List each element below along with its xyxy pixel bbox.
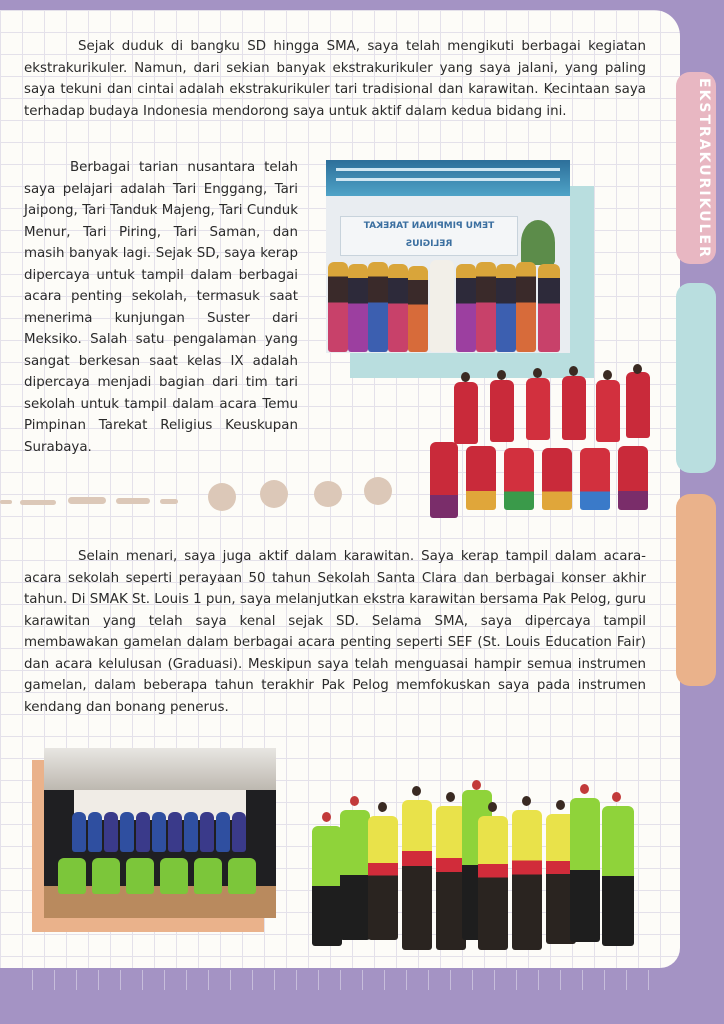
gamelan-player	[194, 858, 222, 894]
male-player	[602, 806, 634, 946]
gamelan-stage-photo	[44, 748, 276, 918]
dancer	[626, 372, 650, 438]
decor-dot	[364, 477, 392, 505]
ruler-tick	[252, 970, 253, 990]
ruler-tick	[406, 970, 407, 990]
female-player	[402, 800, 432, 950]
ruler-tick	[54, 970, 55, 990]
gamelan-player	[92, 858, 120, 894]
dancer	[542, 448, 572, 510]
dancer-head	[569, 366, 578, 376]
dancer	[454, 382, 478, 444]
ruler-tick	[230, 970, 231, 990]
performer	[216, 812, 230, 852]
dancer-head	[533, 368, 542, 378]
dancer	[476, 262, 496, 352]
dancer	[496, 264, 516, 352]
ruler-tick	[604, 970, 605, 990]
dancer-head	[461, 372, 470, 382]
decor-dash	[116, 498, 150, 504]
player-head	[350, 796, 359, 806]
dancer	[368, 262, 388, 352]
dancer	[430, 442, 458, 518]
player-head	[556, 800, 565, 810]
side-label: EKSTRAKURIKULER	[696, 77, 712, 259]
paragraph-karawitan: Selain menari, saya juga aktif dalam karawitan. Saya kerap tampil dalam acara-acara sekolah seperti perayaan 50 tahun Sekolah Santa Clara dan berbagai konser akhir tahun. Di SMAK St. Louis 1 pun, saya melanjutkan ekstra karawitan bersama Pak Pelog, guru karawitan yang telah saya kenal sejak SD. Selama SMA, saya dipercaya tampil membawakan gamelan dalam berbagai acara penting seperti SEF (St. Louis Education Fair) dan acara kelulusan (Graduasi). Meskipun saya telah menguasai hampir semua instrumen gamelan, dalam beberapa tahun terakhir Pak Pelog memfokuskan saya pada instrumen kendang dan bonang penerus.	[24, 549, 646, 715]
ruler-tick	[384, 970, 385, 990]
gamelan-player	[126, 858, 154, 894]
ruler-tick	[208, 970, 209, 990]
decor-dot	[260, 480, 288, 508]
red-dancers-photo	[430, 364, 652, 518]
decor-dot	[208, 483, 236, 511]
dancer	[526, 378, 550, 440]
performer	[104, 812, 118, 852]
ruler-tick	[186, 970, 187, 990]
ruler-tick	[538, 970, 539, 990]
ruler-tick	[450, 970, 451, 990]
ruler-tick	[120, 970, 121, 990]
dancer	[538, 264, 560, 352]
dancer-head	[603, 370, 612, 380]
player-head	[488, 802, 497, 812]
performer	[232, 812, 246, 852]
female-player	[368, 816, 398, 940]
dancer	[504, 448, 534, 510]
player-head	[522, 796, 531, 806]
gamelan-player	[58, 858, 86, 894]
dancer	[348, 264, 368, 352]
ruler-tick	[428, 970, 429, 990]
decor-dot	[314, 481, 342, 507]
tab-blue[interactable]	[676, 283, 716, 473]
light-strip	[336, 178, 560, 181]
male-player	[340, 810, 370, 940]
ruler-tick	[626, 970, 627, 990]
player-head	[412, 786, 421, 796]
decor-dash	[20, 500, 56, 505]
performer	[72, 812, 86, 852]
dancer	[408, 266, 428, 352]
performer	[200, 812, 214, 852]
guest-in-white	[430, 260, 454, 352]
ruler-tick	[516, 970, 517, 990]
player-head	[322, 812, 331, 822]
ruler-tick	[472, 970, 473, 990]
dancer	[490, 380, 514, 442]
player-head	[612, 792, 621, 802]
male-player	[570, 798, 600, 942]
ruler-tick	[494, 970, 495, 990]
player-head	[580, 784, 589, 794]
decor-dash	[160, 499, 178, 504]
dancer	[580, 448, 610, 510]
ruler-tick	[560, 970, 561, 990]
dancer	[516, 262, 536, 352]
karawitan-group-photo	[312, 780, 638, 956]
performer	[184, 812, 198, 852]
player-head	[472, 780, 481, 790]
tab-orange[interactable]	[676, 494, 716, 686]
female-player	[512, 810, 542, 950]
female-player	[478, 816, 508, 950]
event-banner: TEMU PIMPINAN TAREKAT RELIGIUS	[340, 216, 518, 256]
paragraph-intro: Sejak duduk di bangku SD hingga SMA, saya telah mengikuti berbagai kegiatan ekstrakurikuler. Namun, dari sekian banyak ekstrakurikuler yang saya jalani, yang paling saya tekuni dan cintai adalah ekstrakurikuler tari tradisional dan karawitan. Kecintaan saya terhadap budaya Indonesia mendorong saya untuk aktif dalam kedua bidang ini.	[24, 39, 646, 119]
performer	[88, 812, 102, 852]
player-head	[446, 792, 455, 802]
dancer	[562, 376, 586, 440]
light-strip	[336, 168, 560, 171]
dancer	[328, 262, 348, 352]
ruler-tick	[318, 970, 319, 990]
ruler-tick	[296, 970, 297, 990]
gamelan-player	[228, 858, 256, 894]
gamelan-player	[160, 858, 188, 894]
dancer	[466, 446, 496, 510]
dance-group-photo	[326, 160, 570, 353]
ruler-tick	[362, 970, 363, 990]
ruler-tick	[142, 970, 143, 990]
dancer	[596, 380, 620, 442]
paragraph-dance: Berbagai tarian nusantara telah saya pelajari adalah Tari Enggang, Tari Jaipong, Tari Tanduk Majeng, Tari Cunduk Menur, Tari Piring, Tari Saman, dan masih banyak lagi. Sejak SD, saya kerap dipercaya untuk tampil dalam berbagai acara penting sekolah, termasuk saat menerima kunjungan Suster dari Meksiko. Salah satu pengalaman yang sangat berkesan saat kelas IX adalah dipercaya menjadi bagian dari tim tari sekolah untuk tampil dalam acara Temu Pimpinan Tarekat Religius Keuskupan Surabaya.	[24, 160, 298, 455]
decor-dash	[68, 497, 106, 504]
performer	[168, 812, 182, 852]
performer	[136, 812, 150, 852]
ruler-tick	[274, 970, 275, 990]
performer	[152, 812, 166, 852]
ruler-tick	[164, 970, 165, 990]
plant	[521, 220, 555, 265]
ruler-tick	[582, 970, 583, 990]
dancer	[456, 264, 476, 352]
ruler-tick	[648, 970, 649, 990]
ruler-tick	[76, 970, 77, 990]
ruler-tick	[98, 970, 99, 990]
ruler-tick	[32, 970, 33, 990]
male-player	[312, 826, 342, 946]
stage-ceiling	[44, 748, 276, 790]
dancer-head	[633, 364, 642, 374]
dancer	[618, 446, 648, 510]
dancer-head	[497, 370, 506, 380]
performer	[120, 812, 134, 852]
player-head	[378, 802, 387, 812]
decor-dash	[0, 500, 12, 504]
dancer	[388, 264, 408, 352]
ruler-tick	[340, 970, 341, 990]
